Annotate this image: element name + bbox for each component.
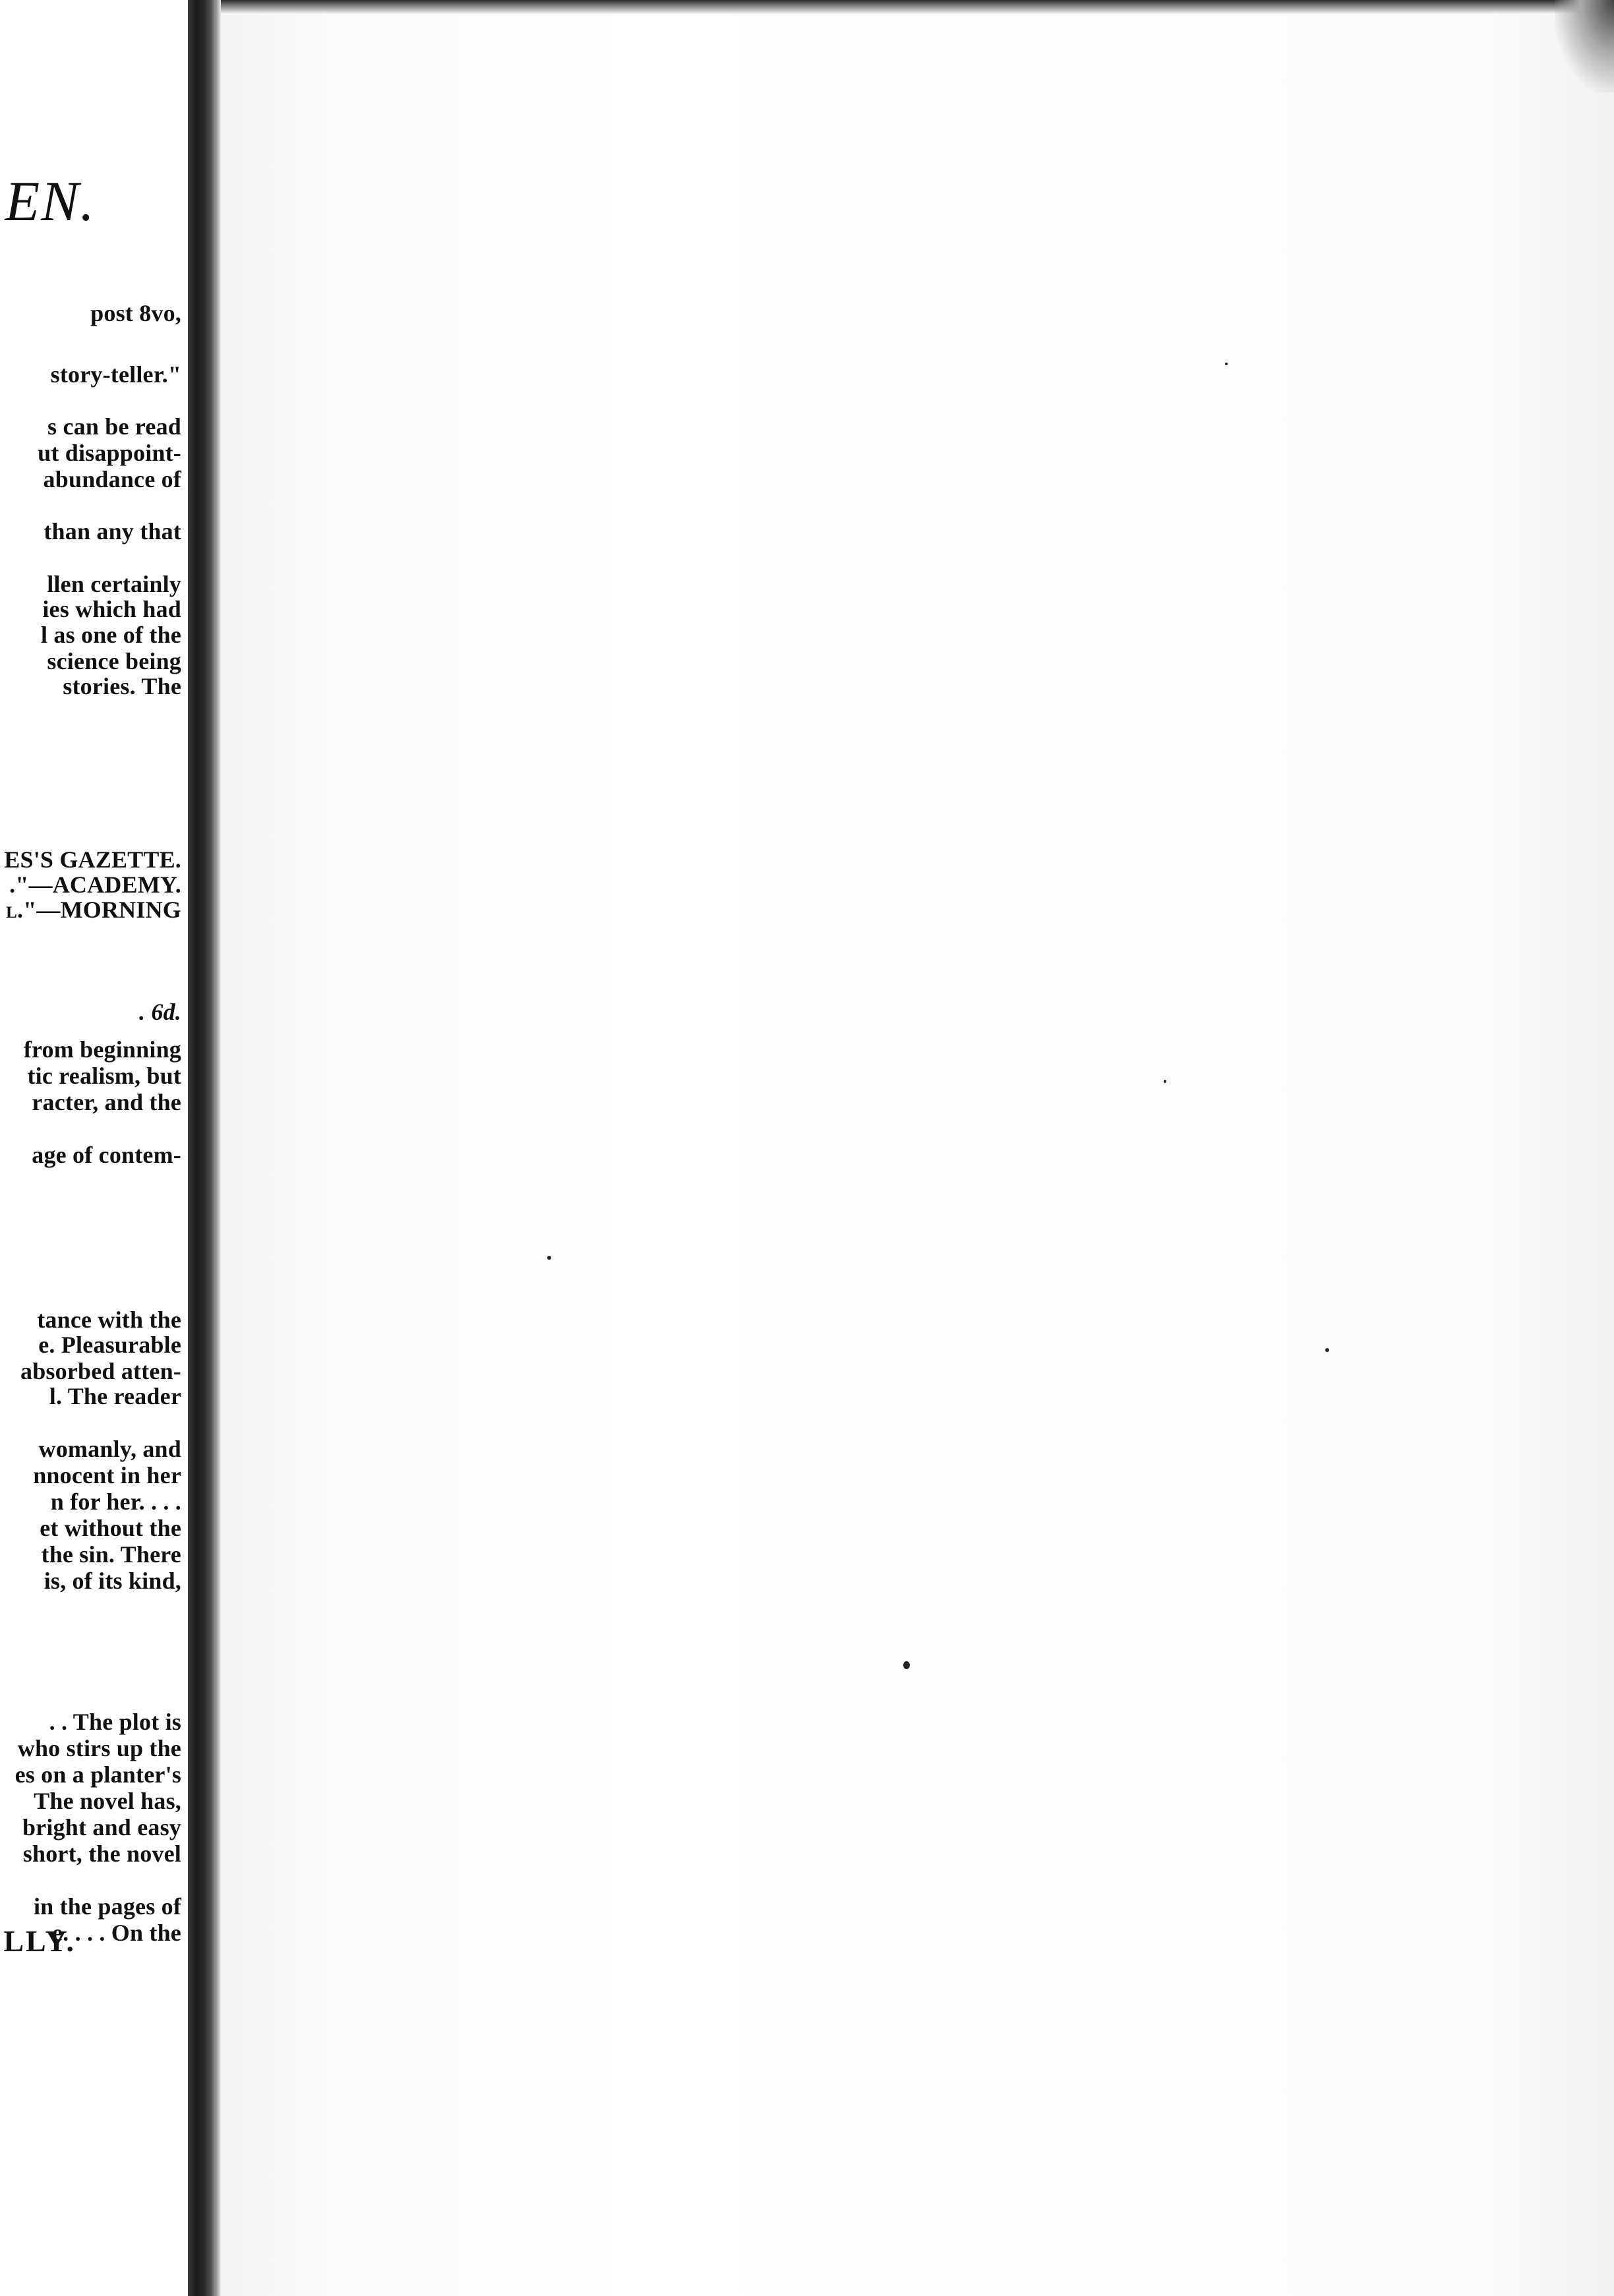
text-line: ies which had [42, 596, 181, 622]
text-line: et without the [40, 1515, 181, 1541]
press-citation: l."—MORNING [6, 897, 181, 923]
text-line: ut disappoint- [38, 440, 181, 466]
text-line: story-teller." [50, 361, 181, 388]
page-corner-shadow [1555, 0, 1614, 92]
text-line: age of contem- [32, 1142, 181, 1168]
text-line: es on a planter's [15, 1761, 181, 1788]
text-line: is, of its kind, [44, 1568, 181, 1594]
text-line: science being [47, 648, 181, 674]
page-heading-fragment: EN. [5, 169, 96, 233]
press-citation: ES'S GAZETTE. [4, 846, 181, 873]
page-top-edge [221, 0, 1614, 15]
text-line: post 8vo, [90, 300, 181, 326]
text-line: bright and easy [22, 1814, 181, 1840]
text-line: short, the novel [22, 1840, 181, 1867]
text-line: from beginning [23, 1036, 181, 1063]
scan-speck [547, 1256, 551, 1260]
text-line: tic realism, but [27, 1063, 181, 1089]
publisher-fragment: LLY. [3, 1924, 76, 1958]
text-line: l as one of the [41, 622, 181, 648]
text-line: who stirs up the [17, 1735, 181, 1761]
text-line: tance with the [37, 1307, 181, 1333]
text-line: llen certainly [47, 571, 181, 597]
press-citation: ."—ACADEMY. [9, 871, 181, 898]
scan-speck [1225, 363, 1228, 365]
text-line: than any that [44, 518, 181, 545]
text-line: nnocent in her [33, 1462, 181, 1488]
text-line: abundance of [43, 466, 181, 492]
blank-right-page [221, 0, 1614, 2296]
text-line: stories. The [63, 673, 181, 699]
text-line: in the pages of [33, 1893, 181, 1920]
text-line: n for her. . . . [50, 1488, 181, 1515]
text-line: e. Pleasurable [38, 1332, 181, 1358]
scan-speck [903, 1661, 910, 1669]
left-facing-page-fragment [0, 0, 188, 2296]
text-line: The novel has, [34, 1788, 181, 1814]
book-gutter [188, 0, 216, 2296]
text-line: womanly, and [38, 1436, 181, 1462]
scan-speck [1164, 1080, 1166, 1083]
text-line: the sin. There [41, 1541, 181, 1568]
text-line: absorbed atten- [20, 1358, 181, 1384]
gutter-edge [216, 0, 221, 2296]
text-line: . . The plot is [49, 1709, 181, 1735]
text-line: e. . . . On the [52, 1920, 181, 1946]
text-line: s can be read [47, 413, 181, 440]
text-line: l. The reader [49, 1383, 181, 1409]
scan-speck [1325, 1348, 1329, 1352]
price-line: . 6d. [139, 999, 181, 1025]
text-line: racter, and the [32, 1089, 181, 1115]
